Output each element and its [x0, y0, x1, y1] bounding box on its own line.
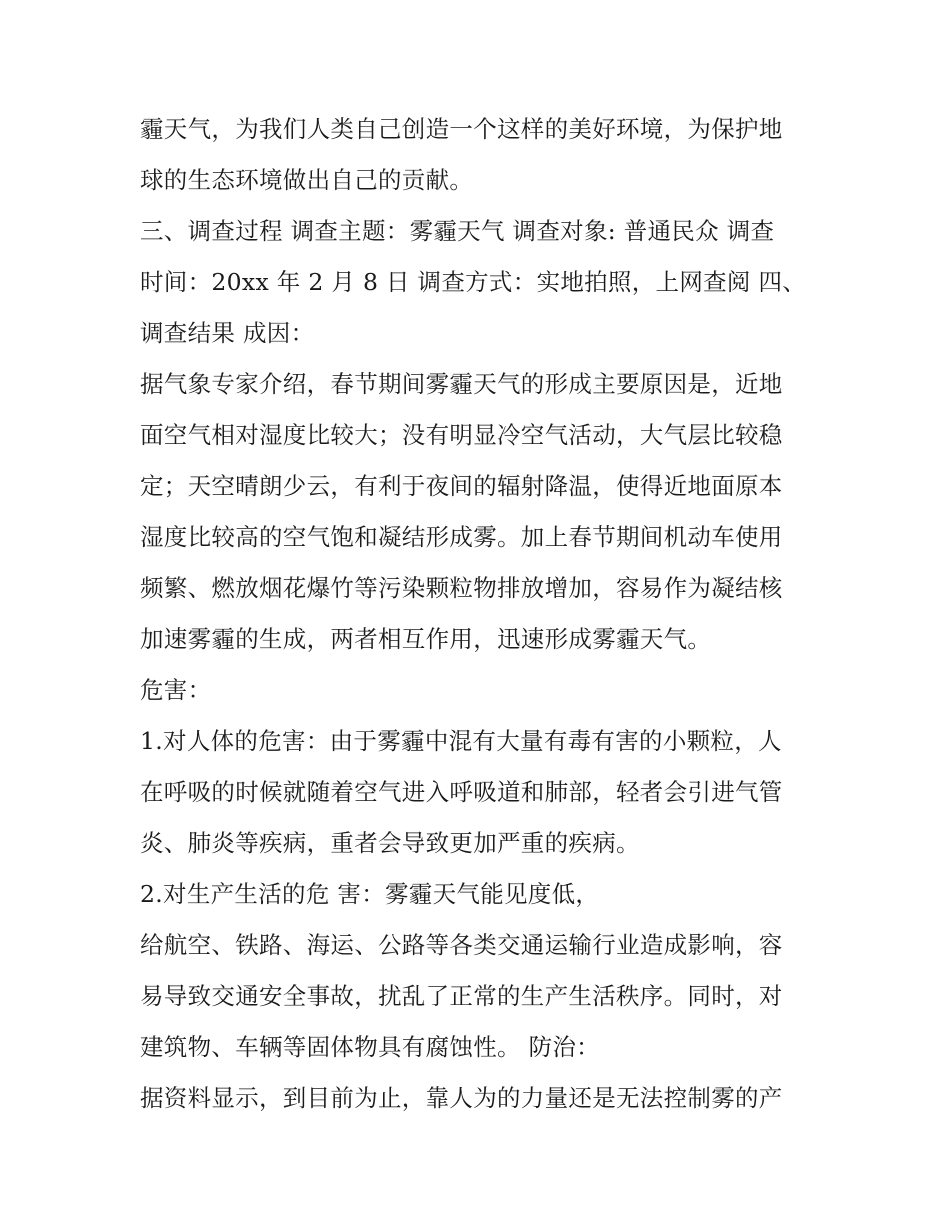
text-line: 给航空、铁路、海运、公路等各类交通运输行业造成影响，容 — [140, 931, 783, 959]
text-line: 三、调查过程 调查主题：雾霾天气 调查对象: 普通民众 调查 — [140, 217, 775, 245]
text-line: 定；天空晴朗少云，有利于夜间的辐射降温，使得近地面原本 — [140, 472, 783, 500]
text-line: 调查结果 成因： — [140, 319, 315, 347]
text-line: 湿度比较高的空气饱和凝结形成雾。加上春节期间机动车使用 — [140, 523, 783, 551]
text-line: 时间：20xx 年 2 月 8 日 调查方式：实地拍照，上网查阅 四、 — [140, 268, 807, 296]
text-line: 加速雾霾的生成，两者相互作用，迅速形成雾霾天气。 — [140, 625, 712, 653]
text-line: 1.对人体的危害：由于雾霾中混有大量有毒有害的小颗粒，人 — [140, 727, 782, 755]
text-line: 2.对生产生活的危 害：雾霾天气能见度低， — [140, 880, 600, 908]
text-line: 据资料显示，到目前为止，靠人为的力量还是无法控制雾的产 — [140, 1084, 783, 1112]
text-line: 频繁、燃放烟花爆竹等污染颗粒物排放增加，容易作为凝结核 — [140, 574, 783, 602]
text-line: 霾天气，为我们人类自己创造一个这样的美好环境，为保护地 — [140, 115, 783, 143]
text-line: 建筑物、车辆等固体物具有腐蚀性。 防治： — [140, 1033, 600, 1061]
text-line: 危害： — [140, 676, 212, 704]
text-line: 炎、肺炎等疾病，重者会导致更加严重的疾病。 — [140, 829, 640, 857]
text-line: 易导致交通安全事故，扰乱了正常的生产生活秩序。同时，对 — [140, 982, 783, 1010]
text-line: 球的生态环境做出自己的贡献。 — [140, 166, 474, 194]
document-body — [140, 104, 830, 1124]
text-line: 据气象专家介绍，春节期间雾霾天气的形成主要原因是，近地 — [140, 370, 783, 398]
text-line: 面空气相对湿度比较大；没有明显冷空气活动，大气层比较稳 — [140, 421, 783, 449]
text-line: 在呼吸的时候就随着空气进入呼吸道和肺部，轻者会引进气管 — [140, 778, 783, 806]
